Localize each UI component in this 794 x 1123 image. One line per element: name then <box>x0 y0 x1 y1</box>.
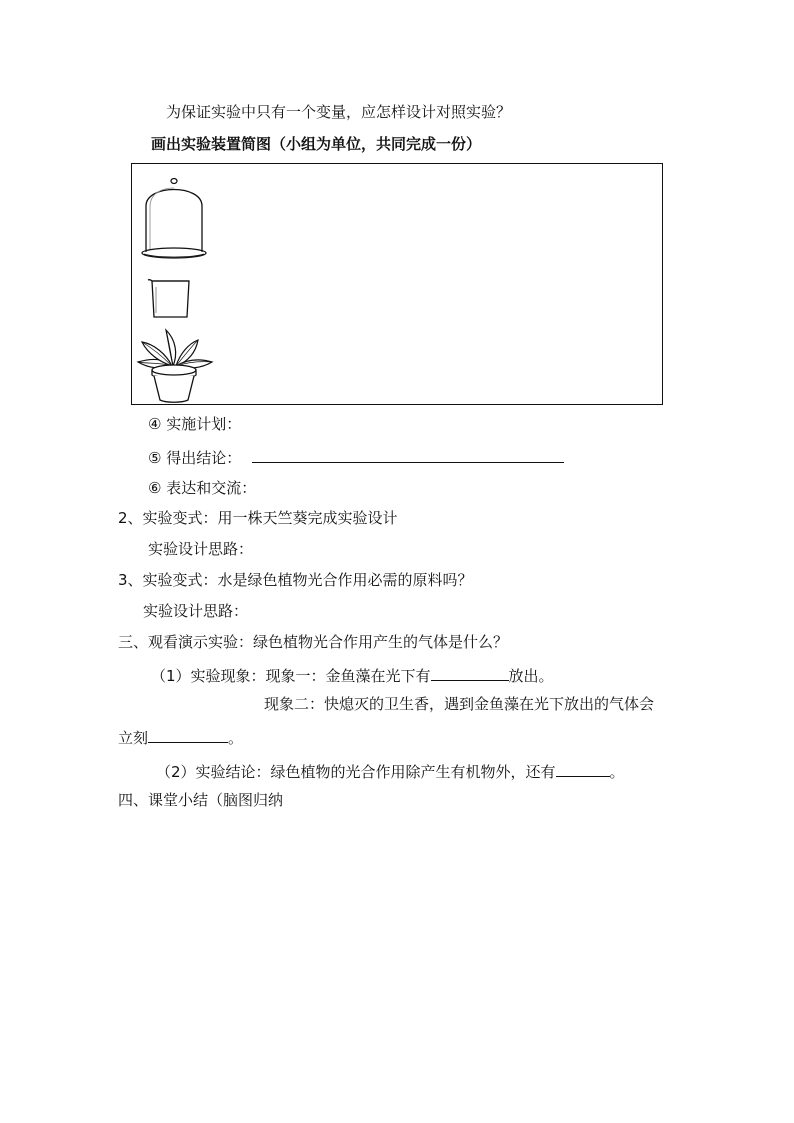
potted-plant-icon <box>136 328 214 404</box>
phenomenon-2-cont-row <box>118 726 243 748</box>
conclusion-row <box>156 760 625 782</box>
phenomenon-2: 现象二：快熄灭的卫生香，遇到金鱼藻在光下放出的气体会 <box>264 695 655 713</box>
step-5-label: ⑤ 得出结论： <box>148 449 242 467</box>
rekindle-blank[interactable] <box>148 726 228 743</box>
phenomenon-2-cont-suffix: 。 <box>228 729 244 747</box>
part-3-title: 三、观看演示实验：绿色植物光合作用产生的气体是什么？ <box>118 633 509 651</box>
draw-instruction: 画出实验装置简图（小组为单位，共同完成一份） <box>151 135 482 153</box>
section-3-title: 3、实验变式：水是绿色植物光合作用必需的原料吗？ <box>118 571 473 589</box>
phenomenon-1-suffix: 放出。 <box>508 667 554 685</box>
conclusion-prefix: （2）实验结论：绿色植物的光合作用除产生有机物外，还有 <box>156 763 556 781</box>
phenomenon-1-row <box>151 664 554 686</box>
bell-jar-icon <box>138 176 210 264</box>
phenomenon-1-prefix: （1）实验现象：现象一：金鱼藻在光下有 <box>151 667 431 685</box>
section-2-idea: 实验设计思路： <box>148 540 254 558</box>
bubbles-blank[interactable] <box>431 664 509 681</box>
section-2-title: 2、实验变式：用一株天竺葵完成实验设计 <box>118 509 398 527</box>
step-6: ⑥ 表达和交流： <box>148 479 257 497</box>
step-4: ④ 实施计划： <box>148 415 242 433</box>
conclusion-suffix: 。 <box>609 763 625 781</box>
section-3-idea: 实验设计思路： <box>143 602 249 620</box>
oxygen-blank[interactable] <box>556 760 610 777</box>
question-variable: 为保证实验中只有一个变量，应怎样设计对照实验？ <box>166 103 512 121</box>
conclusion-blank[interactable] <box>252 446 564 463</box>
step-5-row <box>148 446 564 468</box>
beaker-icon <box>147 277 195 321</box>
part-4-title: 四、课堂小结（脑图归纳 <box>118 791 284 809</box>
phenomenon-2-cont-prefix: 立刻 <box>118 729 149 747</box>
